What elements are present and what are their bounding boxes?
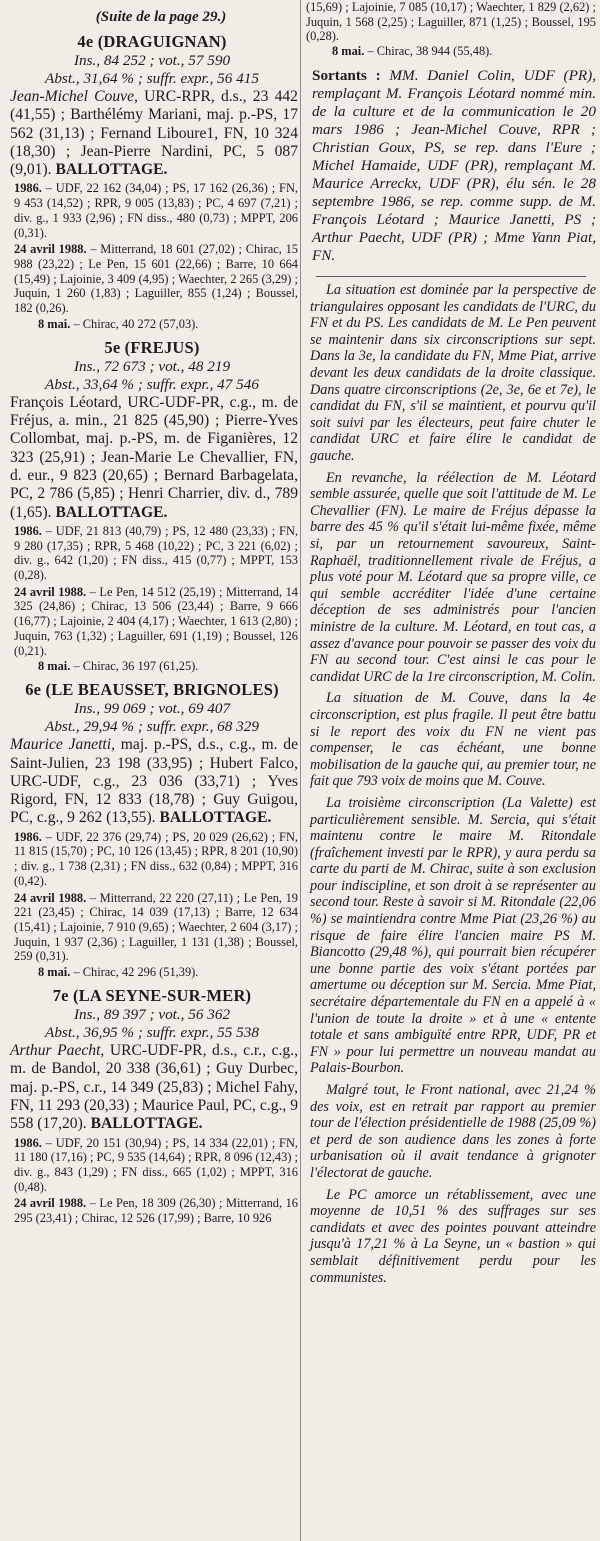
registration-stats: Ins., 99 069 ; vot., 69 407 [73, 700, 231, 718]
results-text: – UDF, 22 162 (34,04) ; PS, 17 162 (26,36) ; FN, 9 453 (14,52) ; RPR, 9 005 (13,83) ; PC, 4 697 (7,21) ; div. g., 1 933 (2,96) ; FN diss., 480 (0,73) ; MPPT, 206 (0,31). [14, 181, 298, 240]
abstention-stats: Abst., 31,64 % ; suffr. expr., 56 415 [45, 70, 259, 87]
analysis-paragraph: En revanche, la réélection de M. Léotard semble assurée, quelle que soit l'attitude de M. Le Chevallier (FN). Le maire de Fréjus dépasse la barre des 45 % qu'il s'était lui-même fixée, même si, par un retournement savoureux, Saint-Raphaël, traditionnellement rivale de Fréjus, a plus voté pour M. Léotard que sa propre ville, ce qui semble accréditer l'idée d'une certaine déception de ses administrés pour l'ancien ministre de la culture. M. Léotard, en tout cas, a assez d'avance pour pouvoir se passer des voix du FN au second tour. C'est ainsi le cas pour le candidat URC de la 1re circonscription, M. Colin. [310, 469, 596, 685]
date-label: 24 avril 1988. [14, 890, 87, 905]
ballot-status: BALLOTTAGE. [155, 809, 272, 827]
circonscription-header: 6e (LE BEAUSSET, BRIGNOLES) [25, 680, 279, 700]
ballot-status: BALLOTTAGE. [86, 1115, 203, 1133]
circonscription-header: 5e (FREJUS) [104, 337, 200, 357]
results-may-8 [6, 317, 298, 332]
candidate-results [6, 736, 298, 827]
sortants-label: Sortants : [312, 67, 381, 85]
analysis-paragraph: La situation est dominée par la perspective de triangulaires opposant les candidats de l'URC, du FN et du PS. Les candidats de M. Le Pen peuvent se maintenir dans six circonscriptions sur sept. Dans la 3e, la candidate du FN, Mme Piat, arrive devant les deux candidats de la droite classique. Dans quatre circonscriptions (2e, 3e, 6e et 7e), le candidat du FN, s'il se maintient, et pourvu qu'il soit suivi par les électeurs, peut faire chuter le candidat URC et faire élire le candidat de gauche. [310, 282, 596, 465]
results-text: – Chirac, 36 197 (61,25). [70, 659, 199, 674]
abstention-stats: Abst., 36,95 % ; suffr. expr., 55 538 [45, 1024, 259, 1042]
results-april-1988 [6, 242, 298, 316]
results-text: – Mitterrand, 18 601 (27,02) ; Chirac, 15 988 (23,22) ; Le Pen, 15 601 (22,66) ; Barre, 10 664 (15,49) ; Lajoinie, 3 409 (4,95) ; Waechter, 2 265 (3,29) ; Juquin, 1 260 (1,83) ; Laguiller, 855 (1,24) ; Boussel, 182 (0,26). [14, 242, 298, 316]
leading-candidate: Maurice Janetti, [10, 736, 115, 754]
results-1986 [6, 524, 298, 583]
analysis-paragraph: La situation de M. Couve, dans la 4e circonscription, est plus fragile. Il peut être battu si le report des voix du FN ne vient pas compenser, le cas échéant, une bonne mobilisation de la gauche qui, au premier tour, ne fait que 793 voix de moins que M. Couve. [310, 690, 596, 790]
year-label: 1986. [14, 1135, 42, 1150]
results-may-8 [306, 44, 596, 59]
candidate-list: maj. p.-PS, d.s., c.g., m. de Saint-Julien, 23 198 (33,95) ; Hubert Falco, URC-UDF, c.g., 23 036 (33,71) ; Yves Rigord, FN, 12 833 (18,78) ; Guy Guigou, PC, c.g., 9 262 (13,55). [10, 736, 298, 827]
abstention-stats: Abst., 33,64 % ; suffr. expr., 47 546 [45, 375, 259, 393]
leading-candidate: Arthur Paecht, [10, 1042, 105, 1060]
analysis-paragraph: La troisième circonscription (La Valette) est particulièrement sensible. M. Sercia, qui s'était maintenu contre le maire M. Ritondale (fraîchement investi par le RPR), y aura perdu sa carte du parti de M. Chirac, suite à son exclusion pour indiscipline, et son droit à se représenter au second tour. Reste à savoir si M. Ritondale (22,06 %) se maintiendra contre Mme Piat (23,26 %) au risque de faire élire l'ancien maire PS M. Biancotto (29,48 %), qui pourrait bien récupérer une bonne partie des voix s'étant portées par amertume ou déception sur M. Sercia. Mme Piat, secrétaire départementale du FN en a appelé à « l'union de toute la droite » et à une « entente totale et sans ambiguïté entre RPR, UDF, PR et FN » pour lui permettre un nouveau mandat au Palais-Bourbon. [310, 794, 596, 1077]
circonscription-6 [6, 680, 298, 980]
year-label: 1986. [14, 523, 42, 538]
results-1986 [6, 1136, 298, 1195]
left-column [6, 0, 298, 1229]
abstention-stats: Abst., 29,94 % ; suffr. expr., 68 329 [45, 718, 259, 736]
results-may-8 [6, 659, 298, 674]
column-rule [300, 0, 301, 1541]
right-column [306, 0, 596, 1286]
circonscription-header: 4e (DRAGUIGNAN) [77, 32, 227, 51]
results-text: – UDF, 22 376 (29,74) ; PS, 20 029 (26,62) ; FN, 11 815 (15,70) ; PC, 10 126 (13,45) ; RPR, 8 201 (10,90) ; div. g., 1 738 (2,31) ; FN diss., 632 (0,84) ; MPPT, 316 (0,42). [14, 829, 298, 888]
results-text: – Mitterrand, 22 220 (27,11) ; Le Pen, 19 221 (23,45) ; Chirac, 14 039 (17,13) ; Barre, 12 634 (15,41) ; Lajoinie, 7 910 (9,65) ; Waechter, 2 604 (3,17) ; Juquin, 1 937 (2,36) ; Laguiller, 1 131 (1,38) ; Boussel, 259 (0,31). [14, 890, 298, 964]
analysis-paragraph: Malgré tout, le Front national, avec 21,24 % des voix, est en retrait par rapport au premier tour de l'élection présidentielle de 1988 (25,09 %) et perd de son audience dans les zones à forte urbanisation où il avait tendance à grignoter l'électorat de gauche. [310, 1082, 596, 1181]
results-april-1988 [6, 891, 298, 965]
date-label: 8 mai. [38, 965, 71, 980]
results-april-1988 [6, 585, 298, 659]
results-1986 [6, 181, 298, 240]
ballot-status: BALLOTTAGE. [51, 161, 168, 179]
circonscription-4 [6, 32, 298, 332]
date-label: 8 mai. [38, 659, 71, 674]
results-continuation: (15,69) ; Lajoinie, 7 085 (10,17) ; Waechter, 1 829 (2,62) ; Juquin, 1 568 (2,25) ; Laguiller, 871 (1,25) ; Boussel, 195 (0,28). [306, 0, 596, 44]
candidate-results [6, 394, 298, 522]
results-text: – Chirac, 42 296 (51,39). [70, 965, 199, 980]
continuation-note: (Suite de la page 29.) [95, 9, 227, 25]
results-text: – UDF, 20 151 (30,94) ; PS, 14 334 (22,01) ; FN, 11 180 (17,16) ; PC, 9 535 (14,64) ; RPR, 8 096 (12,43) ; div. g., 843 (1,29) ; FN diss., 665 (1,02) ; MPPT, 316 (0,48). [14, 1135, 298, 1194]
registration-stats: Ins., 89 397 ; vot., 56 362 [73, 1006, 231, 1024]
sortants-text: MM. Daniel Colin, UDF (PR), remplaçant M. François Léotard nommé min. de la culture et de la communication le 20 mars 1986 ; Jean-Michel Couve, RPR ; Christian Goux, PS, se rep. dans l'Eure ; Michel Hamaide, UDF (PR), remplaçant M. Maurice Arreckx, UDF (PR), élu sén. le 28 septembre 1986, se rep. comme supp. de M. François Léotard ; Maurice Janetti, PS ; Arthur Paecht, UDF (PR) ; Mme Yann Piat, FN. [312, 67, 597, 265]
analysis-paragraph: Le PC amorce un rétablissement, avec une moyenne de 10,51 % des suffrages sur ses candidats et avec des pointes pouvant atteindre jusqu'à 17,21 % à La Seyne, un « bastion » qui semblait définitivement perdu pour les communistes. [310, 1186, 596, 1286]
results-text: – Chirac, 38 944 (55,48). [364, 44, 493, 59]
results-may-8 [6, 965, 298, 980]
results-text: – UDF, 21 813 (40,79) ; PS, 12 480 (23,33) ; FN, 9 280 (17,35) ; RPR, 5 468 (10,22) ; PC, 3 221 (6,02) ; div. g., 642 (1,20) ; FN diss., 415 (0,77) ; MPPT, 153 (0,28). [14, 523, 298, 582]
registration-stats: Ins., 72 673 ; vot., 48 219 [73, 357, 231, 375]
results-april-1988 [6, 1196, 298, 1225]
results-text: – Le Pen, 14 512 (25,19) ; Mitterrand, 14 325 (24,86) ; Chirac, 13 506 (23,44) ; Barre, 9 666 (16,77) ; Lajoinie, 2 404 (4,17) ; Waechter, 1 613 (2,80) ; Juquin, 763 (1,32) ; Laguiller, 691 (1,19) ; Boussel, 126 (0,21). [14, 584, 298, 658]
analysis [306, 282, 596, 1286]
candidate-list: URC-UDF-PR, d.s., c.r., c.g., m. de Bandol, 20 338 (36,61) ; Guy Durbec, maj. p.-PS, c.r., 14 349 (25,83) ; Michel Fahy, FN, 11 293 (20,33) ; Maurice Paul, PC, c.g., 9 558 (17,20). [10, 1042, 298, 1133]
year-label: 1986. [14, 829, 42, 844]
results-text: – Le Pen, 18 309 (26,30) ; Mitterrand, 16 295 (23,41) ; Chirac, 12 526 (17,99) ; Barre, 10 926 [14, 1196, 298, 1226]
leading-candidate: Jean-Michel Couve, [10, 88, 138, 105]
circonscription-header: 7e (LA SEYNE-SUR-MER) [52, 986, 252, 1006]
circonscription-7 [6, 986, 298, 1226]
candidate-list: François Léotard, URC-UDF-PR, c.g., m. de Fréjus, a. min., 21 825 (45,90) ; Pierre-Yves Collombat, maj. p.-PS, m. de Figanières, 12 323 (25,91) ; Jean-Marie Le Chevallier, FN, d. eur., 9 823 (20,65) ; Bernard Barbagelata, PC, 2 786 (5,85) ; Henri Charrier, div. d., 789 (1,65). [10, 393, 298, 521]
date-label: 24 avril 1988. [14, 584, 87, 599]
section-divider [316, 276, 586, 277]
date-label: 8 mai. [38, 316, 71, 331]
results-text: – Chirac, 40 272 (57,03). [70, 316, 199, 331]
year-label: 1986. [14, 181, 42, 196]
outgoing-deputies [306, 67, 596, 265]
date-label: 24 avril 1988. [14, 242, 87, 257]
circonscription-5 [6, 338, 298, 674]
candidate-results [6, 1042, 298, 1133]
date-label: 8 mai. [332, 44, 365, 59]
registration-stats: Ins., 84 252 ; vot., 57 590 [73, 52, 231, 69]
date-label: 24 avril 1988. [14, 1196, 87, 1211]
candidate-list: URC-RPR, d.s., 23 442 (41,55) ; Barthélémy Mariani, maj. p.-PS, 17 562 (31,13) ; Fernand Liboure1, FN, 10 324 (18,30) ; Jean-Pierre Nardini, PC, 5 087 (9,01). [10, 88, 298, 179]
results-1986 [6, 830, 298, 889]
candidate-results [6, 88, 298, 179]
ballot-status: BALLOTTAGE. [51, 503, 168, 521]
